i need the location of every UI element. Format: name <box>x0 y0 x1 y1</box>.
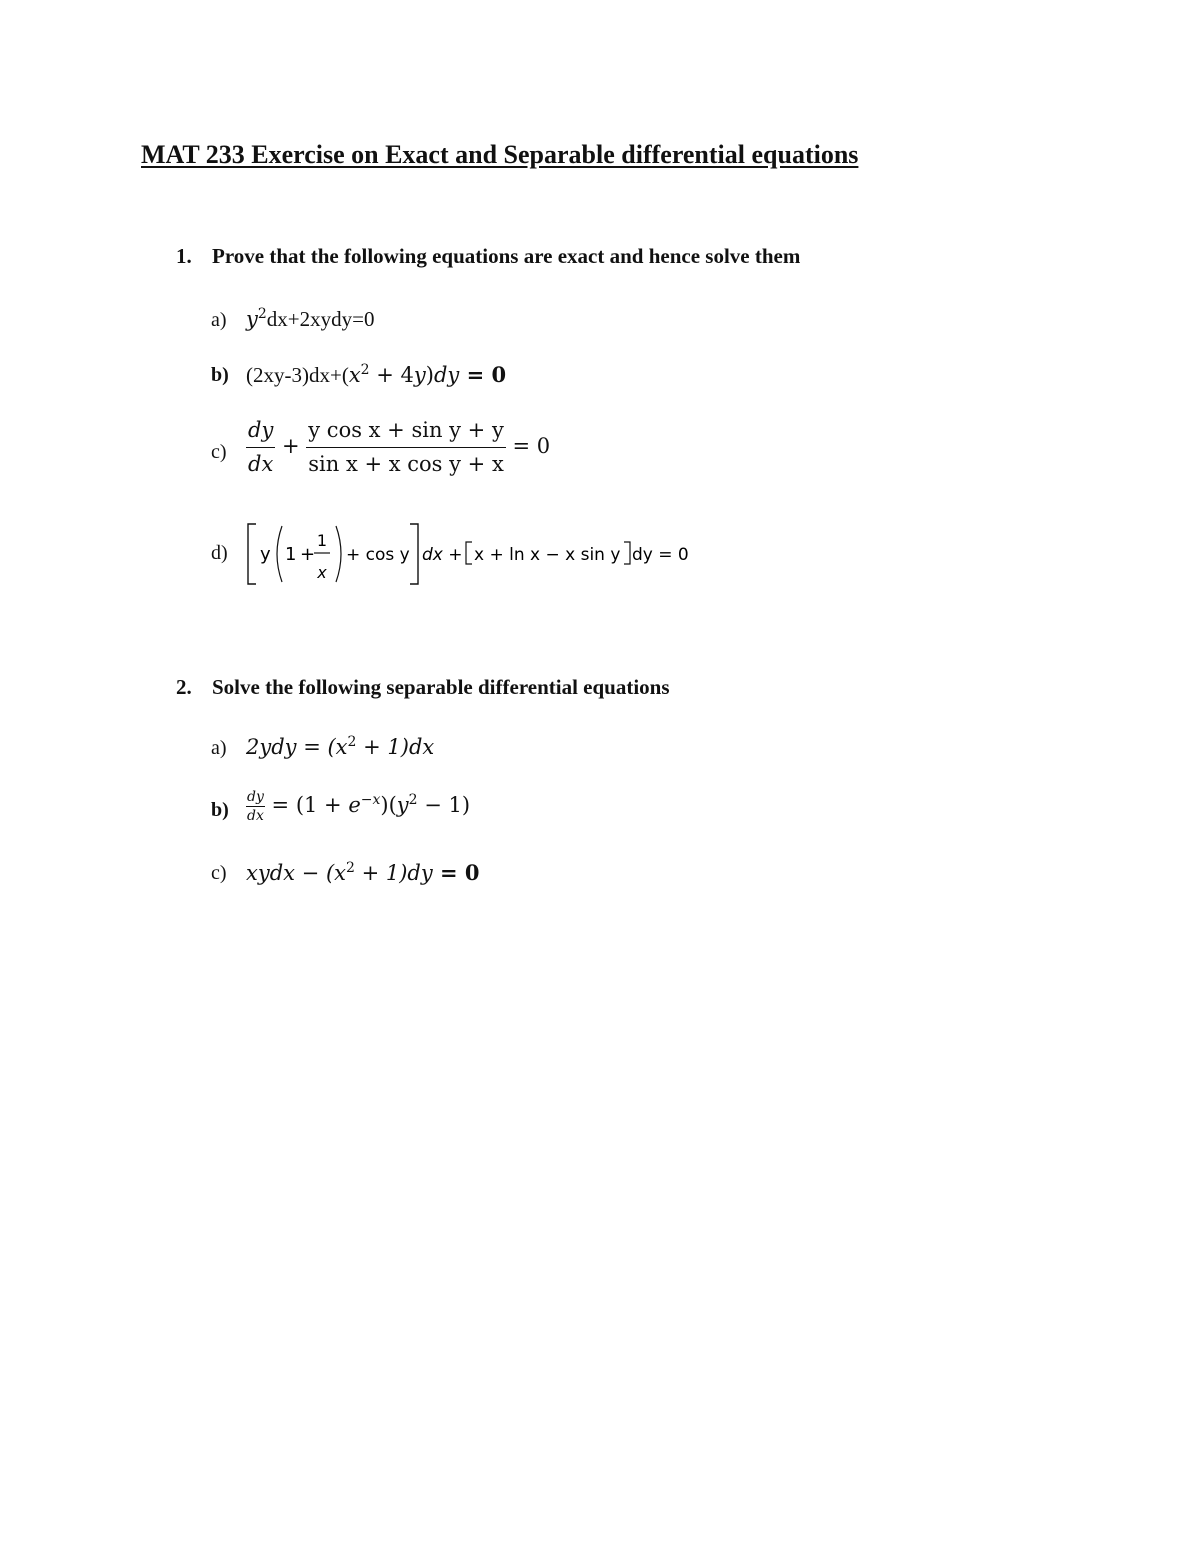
q1d-left-paren <box>277 526 282 582</box>
q1c-fraction-main <box>306 420 506 475</box>
q1b-label: b) <box>211 364 229 386</box>
q2a-equation <box>246 735 434 759</box>
q1c-label: c) <box>211 441 227 463</box>
q1c-frac2-den: sin x + x cos y + x <box>308 452 504 476</box>
q2b-equation <box>246 790 470 823</box>
q2b-frac-den: dx <box>247 808 264 824</box>
q2a-lhs: 2ydy = ( <box>246 735 336 759</box>
q2c-lhs: xydx − ( <box>246 861 335 885</box>
q1d-cos-term: + cos y <box>346 545 410 565</box>
question-1-number: 1. <box>176 244 192 268</box>
q2c-eq: = 0 <box>432 860 480 885</box>
q1d-right-bracket <box>410 524 418 584</box>
q1d-label: d) <box>211 542 228 564</box>
q2b-y: y <box>396 793 409 817</box>
q2c-label: c) <box>211 862 227 884</box>
q2b-fraction <box>246 790 265 823</box>
q2c-x: x <box>334 861 346 885</box>
q1d-bracket2-left <box>466 542 472 564</box>
q1d-right-paren <box>336 526 341 582</box>
q2b-eq-c: − 1) <box>417 793 471 817</box>
q1a-label: a) <box>211 309 227 331</box>
question-1-prompt: Prove that the following equations are exact and hence solve them <box>212 244 801 268</box>
q1c-frac2-num: y cos x + sin y + y <box>306 420 506 448</box>
q1b-sup: 2 <box>360 362 370 378</box>
q1d-left-bracket <box>248 524 256 584</box>
q2b-sup: 2 <box>408 792 418 808</box>
q1c-equation <box>246 420 550 475</box>
q2b-sup-e: −x <box>360 792 381 808</box>
q1d-dx: dx + <box>422 545 463 565</box>
q2c-rhs: + 1)dy <box>354 861 433 885</box>
q1d-one: 1 <box>285 544 297 565</box>
q2a-label: a) <box>211 737 227 759</box>
q1d-second-term: x + ln x − x sin y <box>474 545 621 565</box>
page-title: MAT 233 Exercise on Exact and Separable differential equations <box>141 140 859 169</box>
q2c-sup: 2 <box>345 860 355 876</box>
q2c-equation <box>246 860 480 885</box>
q1c-plus: + <box>275 434 307 458</box>
q1a-var: y <box>246 307 258 331</box>
q2a-x: x <box>335 735 348 759</box>
q1d-bracket2-right <box>624 542 630 564</box>
q1d-dy-eq: dy = 0 <box>632 545 689 565</box>
q1d-plus: + <box>300 544 316 565</box>
q2b-label: b) <box>211 799 229 821</box>
q1d-y: y <box>260 544 271 565</box>
q1b-eq: = 0 <box>459 362 507 387</box>
q1d-equation <box>244 518 714 590</box>
question-2-prompt: Solve the following separable differential equations <box>212 675 670 699</box>
q1a-rest: dx+2xydy=0 <box>266 307 375 331</box>
q1c-frac1-num: dy <box>246 420 275 448</box>
q1b-mid: + 4 <box>369 363 414 387</box>
q1b-equation <box>246 362 506 388</box>
q1a-equation <box>246 307 374 332</box>
question-2-number: 2. <box>176 675 192 699</box>
q2a-rhs: + 1)dx <box>356 735 435 759</box>
q1d-frac-num: 1 <box>316 531 328 550</box>
q2b-eq-b: )( <box>380 793 397 817</box>
q2b-frac-num: dy <box>247 789 264 805</box>
q1b-dy: dy <box>433 363 460 387</box>
q1b-x: x <box>348 363 361 387</box>
q2b-e: e <box>348 793 361 817</box>
q2a-sup: 2 <box>347 734 357 750</box>
q1c-fraction-dydx <box>246 420 275 475</box>
q2b-eq-a: = (1 + <box>264 793 349 817</box>
q1d-frac-den: x <box>317 563 327 582</box>
q1b-pre: (2xy-3)dx+( <box>246 363 349 387</box>
q1b-close: ) <box>425 363 434 387</box>
q1b-y: y <box>413 363 426 387</box>
q1c-frac1-den: dx <box>248 452 274 476</box>
q1a-sup: 2 <box>257 306 267 322</box>
q1c-eq: = 0 <box>505 434 551 458</box>
